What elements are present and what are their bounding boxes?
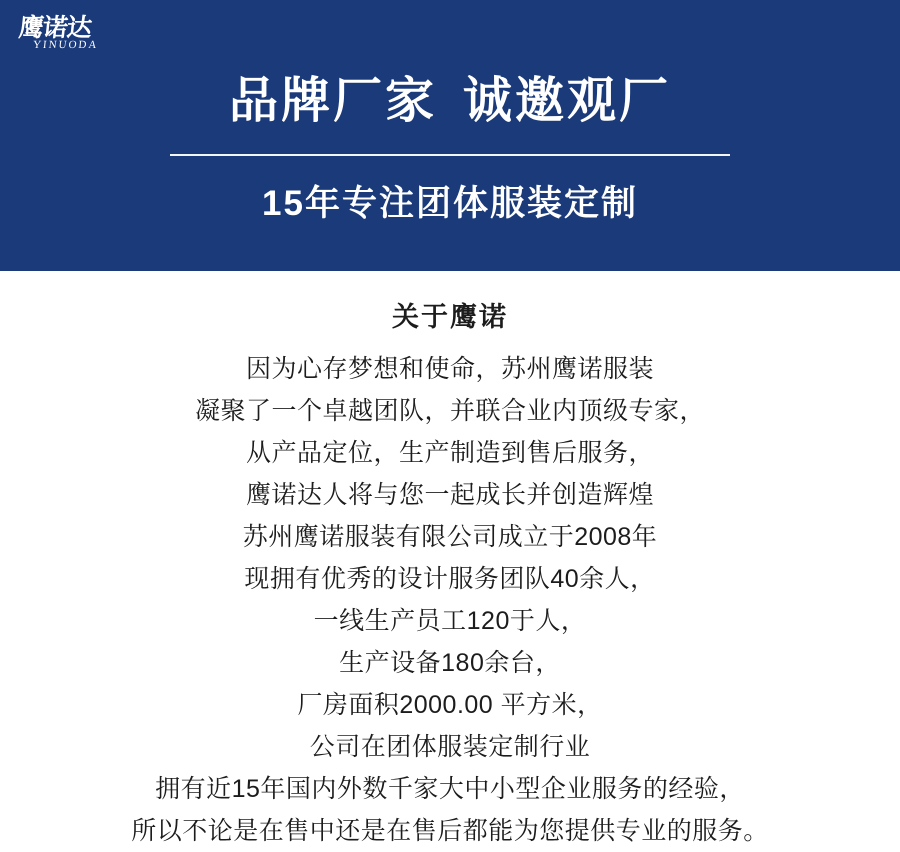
banner-title bbox=[229, 62, 671, 132]
about-line: 生产设备180余台， bbox=[339, 649, 561, 677]
about-text-block bbox=[0, 348, 900, 852]
about-line: 苏州鹰诺服装有限公司成立于2008年 bbox=[242, 523, 658, 551]
about-line: 厂房面积2000.00 平方米， bbox=[297, 691, 603, 719]
brand-logo bbox=[16, 14, 117, 58]
about-line: 现拥有优秀的设计服务团队40余人， bbox=[244, 565, 656, 593]
page-title: 关于鹰诺 bbox=[392, 302, 508, 332]
about-line: 拥有近15年国内外数千家大中小型企业服务的经验， bbox=[155, 775, 745, 803]
about-line: 公司在团体服装定制行业 bbox=[309, 733, 591, 761]
brand-logo-subtext: YINUODA bbox=[32, 39, 100, 51]
banner-title-part1: 品牌厂家 bbox=[228, 74, 437, 128]
banner-title-part2: 诚邀观厂 bbox=[463, 74, 672, 128]
hero-banner bbox=[0, 0, 900, 271]
about-line: 因为心存梦想和使命，苏州鹰诺服装 bbox=[245, 355, 654, 383]
about-line: 从产品定位，生产制造到售后服务， bbox=[245, 439, 654, 467]
about-line: 所以不论是在售中还是在售后都能为您提供专业的服务。 bbox=[131, 817, 769, 845]
banner-subtitle: 15年专注团体服装定制 bbox=[262, 184, 638, 223]
banner-divider bbox=[170, 154, 730, 156]
about-line: 鹰诺达人将与您一起成长并创造辉煌 bbox=[245, 481, 654, 509]
about-line: 一线生产员工120于人， bbox=[313, 607, 587, 635]
about-line: 凝聚了一个卓越团队，并联合业内顶级专家， bbox=[194, 397, 705, 425]
brand-logo-text: 鹰诺达 bbox=[17, 15, 93, 42]
about-section bbox=[0, 271, 900, 852]
